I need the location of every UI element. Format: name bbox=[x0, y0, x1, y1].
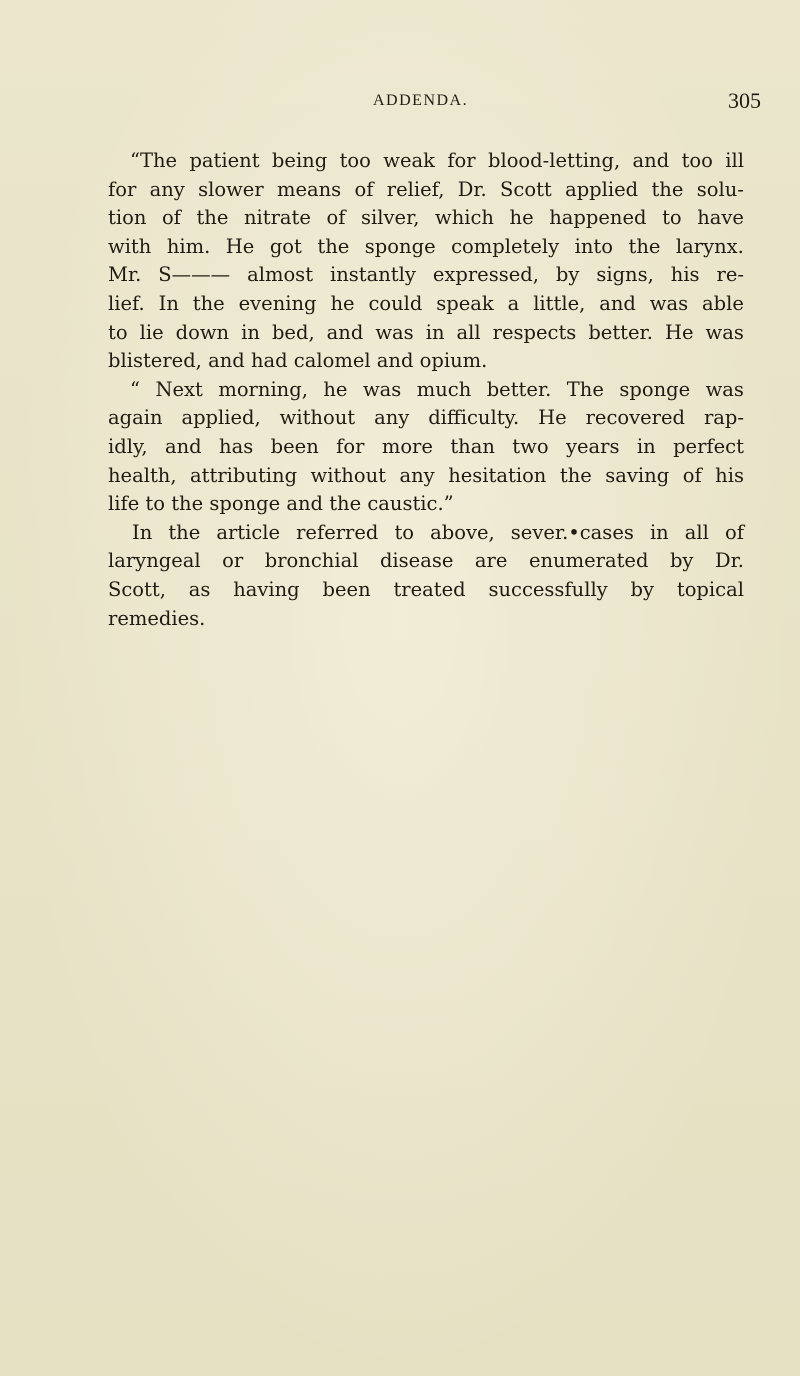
word: much bbox=[416, 377, 472, 401]
word: a bbox=[507, 291, 520, 315]
text-line bbox=[108, 204, 744, 233]
word: patient bbox=[189, 149, 260, 172]
word: Next bbox=[155, 377, 203, 401]
word: more bbox=[381, 434, 433, 458]
word: to bbox=[108, 320, 128, 344]
word: little, bbox=[533, 291, 586, 315]
word: into bbox=[574, 234, 613, 258]
word: too bbox=[681, 149, 713, 172]
word: tion bbox=[108, 206, 147, 230]
word: able bbox=[701, 291, 744, 315]
word: health, bbox=[108, 463, 177, 487]
word: He bbox=[538, 406, 567, 430]
word: In bbox=[158, 291, 179, 315]
word: all bbox=[684, 520, 709, 544]
body-text bbox=[108, 147, 744, 633]
word: again bbox=[108, 406, 163, 430]
word: signs, bbox=[596, 263, 654, 287]
word: sponge bbox=[364, 234, 436, 258]
text-line bbox=[108, 376, 744, 405]
word: two bbox=[512, 434, 549, 458]
word: and bbox=[599, 291, 636, 315]
word: was bbox=[362, 377, 402, 401]
word: sever.•cases bbox=[510, 520, 634, 544]
word: any bbox=[374, 406, 410, 430]
word: “ bbox=[130, 377, 140, 401]
word: the bbox=[628, 234, 661, 258]
word: all bbox=[456, 320, 481, 344]
word: and bbox=[326, 320, 364, 344]
text-line bbox=[108, 519, 744, 548]
word: he bbox=[330, 291, 355, 315]
word: lief. bbox=[108, 291, 145, 315]
word: instantly bbox=[329, 263, 416, 287]
word: by bbox=[669, 549, 694, 573]
text-line bbox=[108, 433, 744, 462]
word: of bbox=[326, 206, 346, 230]
text-line bbox=[108, 576, 744, 605]
word: for bbox=[108, 177, 137, 201]
word: happened bbox=[549, 206, 647, 230]
word: enumerated bbox=[528, 549, 649, 573]
text-line bbox=[108, 319, 744, 348]
word: he bbox=[323, 377, 348, 401]
text-line bbox=[108, 233, 744, 262]
word: laryngeal bbox=[108, 549, 201, 573]
text-line bbox=[108, 290, 744, 319]
word: He bbox=[225, 234, 255, 258]
word: the bbox=[651, 177, 684, 201]
word: better. bbox=[588, 320, 653, 344]
word: his bbox=[715, 463, 744, 487]
word: could bbox=[368, 291, 423, 315]
word: down bbox=[175, 320, 230, 344]
word: are bbox=[474, 549, 508, 573]
word: having bbox=[233, 577, 300, 601]
word: solu- bbox=[696, 177, 744, 201]
word: almost bbox=[247, 263, 314, 287]
word: S——— bbox=[158, 263, 231, 287]
word: applied, bbox=[181, 406, 261, 430]
word: blood-letting, bbox=[487, 149, 621, 172]
word: expressed, bbox=[432, 263, 539, 287]
word: in bbox=[425, 320, 445, 344]
word: been bbox=[322, 577, 371, 601]
word: respects bbox=[492, 320, 577, 344]
word: without bbox=[279, 406, 356, 430]
word: of bbox=[724, 520, 744, 544]
page-number: 305 bbox=[728, 88, 761, 113]
word: morning, bbox=[218, 377, 308, 401]
word: perfect bbox=[673, 434, 744, 458]
word: saving bbox=[605, 463, 670, 487]
text-line bbox=[108, 547, 744, 576]
word: nitrate bbox=[243, 206, 311, 230]
text-line bbox=[108, 462, 744, 491]
word: Scott, bbox=[108, 577, 166, 601]
word: and bbox=[164, 434, 202, 458]
word: attributing bbox=[190, 463, 298, 487]
text-line bbox=[108, 404, 744, 433]
word: bed, bbox=[271, 320, 315, 344]
word: topical bbox=[676, 577, 744, 601]
word: for bbox=[447, 149, 476, 172]
word: treated bbox=[393, 577, 466, 601]
word: article bbox=[216, 520, 281, 544]
word: of bbox=[682, 463, 702, 487]
text-line bbox=[108, 347, 744, 376]
word: by bbox=[555, 263, 580, 287]
word: applied bbox=[565, 177, 639, 201]
word: being bbox=[271, 149, 328, 172]
text-line bbox=[108, 147, 744, 176]
word: to bbox=[662, 206, 682, 230]
word: ill bbox=[725, 149, 744, 172]
word: of bbox=[161, 206, 181, 230]
word: the bbox=[168, 520, 201, 544]
word: and bbox=[632, 149, 670, 172]
word: has bbox=[219, 434, 254, 458]
word: referred bbox=[296, 520, 379, 544]
word: rap- bbox=[703, 406, 744, 430]
word: was bbox=[705, 377, 744, 401]
word: or bbox=[222, 549, 244, 573]
word: disease bbox=[379, 549, 454, 573]
word: re- bbox=[716, 263, 744, 287]
word: completely bbox=[451, 234, 560, 258]
word: sponge bbox=[619, 377, 691, 401]
word: his bbox=[670, 263, 700, 287]
word: successfully bbox=[488, 577, 608, 601]
word: speak bbox=[436, 291, 494, 315]
word: him. bbox=[166, 234, 211, 258]
word: was bbox=[375, 320, 414, 344]
word: recovered bbox=[585, 406, 686, 430]
word: any bbox=[149, 177, 185, 201]
word: silver, bbox=[361, 206, 420, 230]
text-line-content: blistered, and had calomel and opium. bbox=[108, 349, 488, 373]
word: got bbox=[269, 234, 302, 258]
word: to bbox=[394, 520, 415, 544]
word: with bbox=[108, 234, 152, 258]
word: hesitation bbox=[448, 463, 547, 487]
word: Dr. bbox=[714, 549, 744, 573]
word: weak bbox=[383, 149, 435, 172]
word: lie bbox=[139, 320, 164, 344]
word: idly, bbox=[108, 434, 148, 458]
word: been bbox=[270, 434, 319, 458]
word: in bbox=[241, 320, 260, 344]
word: evening bbox=[238, 291, 317, 315]
word: as bbox=[188, 577, 211, 601]
word: Dr. bbox=[457, 177, 487, 201]
running-head: ADDENDA. bbox=[373, 92, 469, 109]
word: have bbox=[697, 206, 744, 230]
word: of bbox=[354, 177, 374, 201]
word: which bbox=[435, 206, 494, 230]
word: by bbox=[630, 577, 655, 601]
word: any bbox=[399, 463, 435, 487]
text-line bbox=[108, 605, 744, 634]
word: above, bbox=[430, 520, 495, 544]
word: years bbox=[565, 434, 620, 458]
word: he bbox=[509, 206, 534, 230]
word: He bbox=[664, 320, 694, 344]
word: the bbox=[317, 234, 350, 258]
text-line-content: life to the sponge and the caustic.” bbox=[108, 492, 454, 516]
text-line bbox=[108, 176, 744, 205]
word: larynx. bbox=[675, 234, 744, 258]
word: the bbox=[192, 291, 225, 315]
word: the bbox=[196, 206, 229, 230]
text-line bbox=[108, 261, 744, 290]
word: Scott bbox=[500, 177, 552, 201]
word: Mr. bbox=[108, 263, 142, 287]
word: in bbox=[649, 520, 669, 544]
word: too bbox=[339, 149, 371, 172]
text-line-content: remedies. bbox=[108, 606, 206, 630]
word: in bbox=[636, 434, 656, 458]
word: The bbox=[566, 377, 604, 401]
word: for bbox=[336, 434, 365, 458]
word: than bbox=[450, 434, 495, 458]
text-line bbox=[108, 490, 744, 519]
word: better. bbox=[486, 377, 552, 401]
word: In bbox=[132, 520, 153, 544]
word: the bbox=[559, 463, 592, 487]
word: without bbox=[310, 463, 387, 487]
word: slower bbox=[198, 177, 264, 201]
word: means bbox=[276, 177, 342, 201]
word: was bbox=[705, 320, 744, 344]
word: bronchial bbox=[264, 549, 359, 573]
word: difficulty. bbox=[428, 406, 520, 430]
word: relief, bbox=[386, 177, 445, 201]
word: “The bbox=[130, 149, 178, 172]
word: was bbox=[649, 291, 689, 315]
